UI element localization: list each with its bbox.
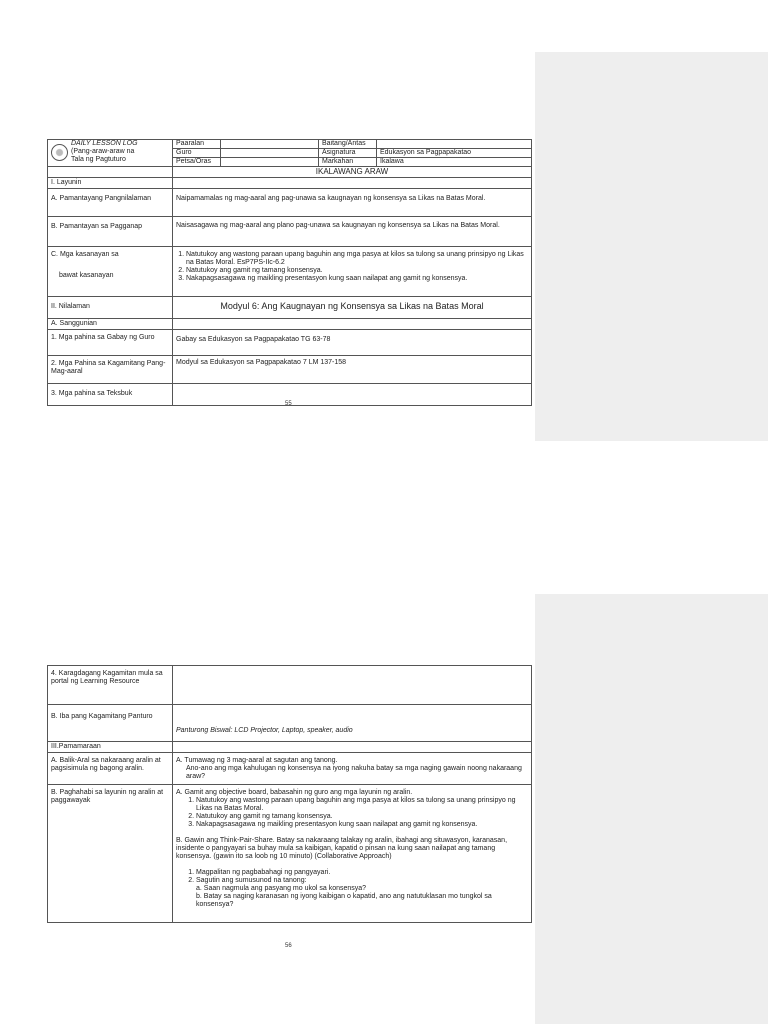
step-1: 1. Magpalitan ng pagbabahagi ng pangyayari. [196,869,528,877]
school-logo-icon [51,144,68,161]
page-number-56: 56 [285,943,292,949]
balik-aral-line-1: A. Tumawag ng 3 mag-aaral at sagutan ang tanong. [176,757,338,764]
row-c-label [48,247,173,297]
sanggunian-label: A. Sanggunian [48,319,173,330]
page-number-55: 55 [285,401,292,407]
lesson-log-table-page2 [47,665,532,923]
log-title-2: (Pang-araw-araw na [71,148,135,155]
paghahabi-item-3: 3. Nakapagsasagawa ng maikling presentasyon kung saan nailapat ang gamit ng konsensya. [196,821,528,829]
think-pair-share: B. Gawin ang Think-Pair-Share. Batay sa nakaraang talakay ng aralin, ibahagi ang situwasyon, karanasan, insidente o pangyayari sa buhay mula sa kaibigan, kapatid o pinsan na kung saan nailapat ang tamang konsensya. (gawin ito sa loob ng 10 minuto) (Collaborative Approach) [176,837,508,860]
paghahabi-item-1: 1. Natutukoy ang wastong paraan upang baguhin ang mga pasya at kilos sa tulong sa unang prinsipyo ng Likas na Batas Moral. [196,797,528,813]
row4-value [173,666,532,705]
field-value-markahan: Ikalawa [377,158,532,167]
lesson-log-table-page1 [47,139,532,406]
pamamaraan-heading: III.Pamamaraan [48,742,173,753]
c-item-1: 1. Natutukoy ang wastong paraan upang baguhin ang mga pasya at kilos sa tulong sa unang prinsipyo ng Likas na Batas Moral. EsP7PS-IIc-6.2 [186,251,528,267]
field-label-markahan: Markahan [319,158,377,167]
field-label-guro: Guro [173,149,221,158]
row2-label: 2. Mga Pahina sa Kagamitang Pang-Mag-aaral [48,356,173,384]
paghahabi-item-2: 2. Natutukoy ang gamit ng tamang konsensya. [196,813,528,821]
row-paghahabi-label: B. Paghahabi sa layunin ng aralin at paggawayak [48,785,173,923]
log-title-1: DAILY LESSON LOG [71,140,138,147]
row1-value: Gabay sa Edukasyon sa Pagpapakatao TG 63-78 [173,330,532,356]
field-label-paaralan: Paaralan [173,140,221,149]
row-b-label: B. Pamantayan sa Pagganap [48,217,173,247]
sub-question-a: a. Saan nagmula ang pasyang mo ukol sa konsensya? [196,885,367,892]
row3-label: 3. Mga pahina sa Teksbuk [48,384,173,406]
row1-label: 1. Mga pahina sa Gabay ng Guro [48,330,173,356]
field-value-guro [221,149,319,158]
row-c-label-2: bawat kasanayan [59,272,114,279]
step-2: 2. Sagutin ang sumusunod na tanong: [196,877,528,885]
row-balik-aral-value [173,753,532,785]
day-title: IKALAWANG ARAW [173,167,532,178]
field-label-asignatura: Asignatura [319,149,377,158]
layunin-heading: I. Layunin [48,178,173,189]
nilalaman-label: II. Nilalaman [48,297,173,319]
field-value-paaralan [221,140,319,149]
row-c-label-1: C. Mga kasanayan sa [51,251,119,258]
field-value-asignatura: Edukasyon sa Pagpapakatao [377,149,532,158]
row-iba-label: B. Iba pang Kagamitang Panturo [48,705,173,742]
row-c-value [173,247,532,297]
side-panel-top [535,52,768,441]
row3-value [173,384,532,406]
row-paghahabi-value [173,785,532,923]
row-balik-aral-label: A. Balik-Aral sa nakaraang aralin at pagsisimula ng bagong aralin. [48,753,173,785]
c-item-3: 3. Nakapagsasagawa ng maikling presentasyon kung saan nailapat ang gamit ng konsensya. [186,275,528,283]
row-b-value: Naisasagawa ng mag-aaral ang plano pag-unawa sa kaugnayan ng konsensya sa Likas na Batas Moral. [173,217,532,247]
c-item-2: 2. Natutukoy ang gamit ng tamang konsensya. [186,267,528,275]
row-a-label: A. Pamantayang Pangnilalaman [48,189,173,217]
field-value-baitang [377,140,532,149]
row-iba-value: Panturong Biswal: LCD Projector, Laptop, speaker, audio [173,705,532,742]
log-title-cell [48,140,173,167]
paghahabi-intro: A. Gamit ang objective board, babasahin ng guro ang mga layunin ng aralin. [176,789,413,796]
row2-value: Modyul sa Edukasyon sa Pagpapakatao 7 LM 137-158 [173,356,532,384]
side-panel-bottom [535,594,768,1024]
log-title-3: Tala ng Pagtuturo [71,156,126,163]
row-a-value: Naipamamalas ng mag-aaral ang pag-unawa sa kaugnayan ng konsensya sa Likas na Batas Moral. [173,189,532,217]
field-label-petsa: Petsa/Oras [173,158,221,167]
row4-label: 4. Karagdagang Kagamitan mula sa portal ng Learning Resource [48,666,173,705]
balik-aral-line-2: Ano-ano ang mga kahulugan ng konsensya na iyong nakuha batay sa mga naging gawain noong nakaraang araw? [186,765,522,780]
field-label-baitang: Baitang/Antas [319,140,377,149]
sub-question-b: b. Batay sa naging karanasan ng iyong kaibigan o kapatid, ano ang natutuklasan mo tungkol sa konsensya? [196,893,492,908]
field-value-petsa [221,158,319,167]
nilalaman-value: Modyul 6: Ang Kaugnayan ng Konsensya sa Likas na Batas Moral [173,297,532,319]
